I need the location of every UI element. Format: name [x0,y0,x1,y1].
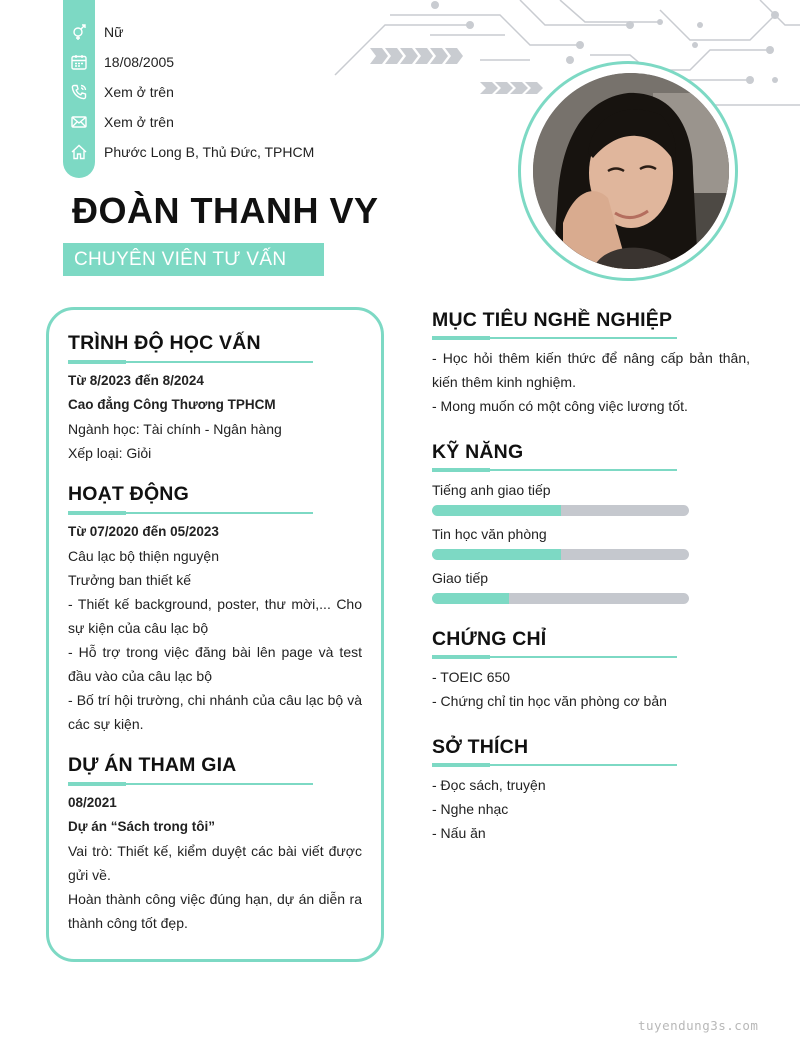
activities-line-2: - Hỗ trợ trong việc đăng bài lên page và test đầu vào của câu lạc bộ [68,644,362,684]
watermark: tuyendung3s.com [638,1018,759,1033]
skills-title: KỸ NĂNG [432,441,524,463]
skill-bar-english [432,505,689,516]
activities-period: Từ 07/2020 đến 05/2023 [68,524,219,539]
skills-underline [432,469,677,471]
email-text: Xem ở trên [104,114,174,130]
education-title: TRÌNH ĐỘ HỌC VẤN [68,332,261,354]
gender-icon [63,23,95,41]
hobbies-title: SỞ THÍCH [432,736,529,758]
hobby-item: - Đọc sách, truyện [432,777,546,793]
skill-fill-office [432,549,561,560]
contact-birthday [63,47,174,77]
contact-email [63,107,174,137]
education-grade: Xếp loại: Giỏi [68,445,152,461]
phone-icon [63,83,95,101]
projects-underline [68,783,313,785]
projects-name: Dự án “Sách trong tôi” [68,819,216,834]
skill-label-office: Tin học văn phòng [432,526,547,542]
objective-underline [432,337,677,339]
contact-phone [63,77,174,107]
objective-title: MỤC TIÊU NGHỀ NGHIỆP [432,309,673,331]
hobbies-underline [432,764,677,766]
skill-label-english: Tiếng anh giao tiếp [432,482,551,498]
mail-icon [63,113,95,131]
hobby-item: - Nấu ăn [432,825,486,841]
skill-label-communication: Giao tiếp [432,570,489,586]
certificate-item: - Chứng chỉ tin học văn phòng cơ bản [432,693,667,709]
projects-title: DỰ ÁN THAM GIA [68,754,237,776]
education-period: Từ 8/2023 đến 8/2024 [68,373,204,388]
contact-gender [63,17,123,47]
projects-period: 08/2021 [68,795,117,810]
certificates-underline [432,656,677,658]
address-text: Phước Long B, Thủ Đức, TPHCM [104,144,315,160]
activities-underline [68,512,313,514]
objective-line-1: - Học hỏi thêm kiến thức để nâng cấp bản thân, kiến thêm kinh nghiệm. [432,350,750,390]
home-icon [63,143,95,161]
education-major: Ngành học: Tài chính - Ngân hàng [68,421,282,437]
hobby-item: - Nghe nhạc [432,801,509,817]
candidate-name: ĐOÀN THANH VY [72,190,379,231]
activities-line-1: - Thiết kế background, poster, thư mời,... Cho sự kiện của câu lạc bộ [68,596,362,636]
skill-bar-office [432,549,689,560]
skill-fill-communication [432,593,509,604]
activities-line-3: - Bố trí hội trường, chi nhánh của câu lạc bộ và các sự kiện. [68,692,362,732]
certificate-item: - TOEIC 650 [432,669,511,685]
gender-text: Nữ [104,24,124,40]
activities-title: HOẠT ĐỘNG [68,483,189,505]
skill-fill-english [432,505,561,516]
calendar-icon [63,53,95,71]
profile-photo [533,73,729,269]
education-school: Cao đẳng Công Thương TPHCM [68,397,276,412]
birthday-text: 18/08/2005 [104,54,175,70]
skill-bar-communication [432,593,689,604]
objective-line-2: - Mong muốn có một công việc lương tốt. [432,398,688,414]
certificates-title: CHỨNG CHỈ [432,628,547,650]
activities-club: Câu lạc bộ thiện nguyện [68,548,219,564]
projects-role: Vai trò: Thiết kế, kiểm duyệt các bài viết được gửi về. [68,843,362,883]
job-title: CHUYÊN VIÊN TƯ VẤN [63,243,324,276]
phone-text: Xem ở trên [104,84,174,100]
projects-result: Hoàn thành công việc đúng hạn, dự án diễn ra thành công tốt đẹp. [68,891,362,931]
activities-position: Trưởng ban thiết kế [68,572,192,588]
education-underline [68,361,313,363]
contact-address [63,137,314,167]
